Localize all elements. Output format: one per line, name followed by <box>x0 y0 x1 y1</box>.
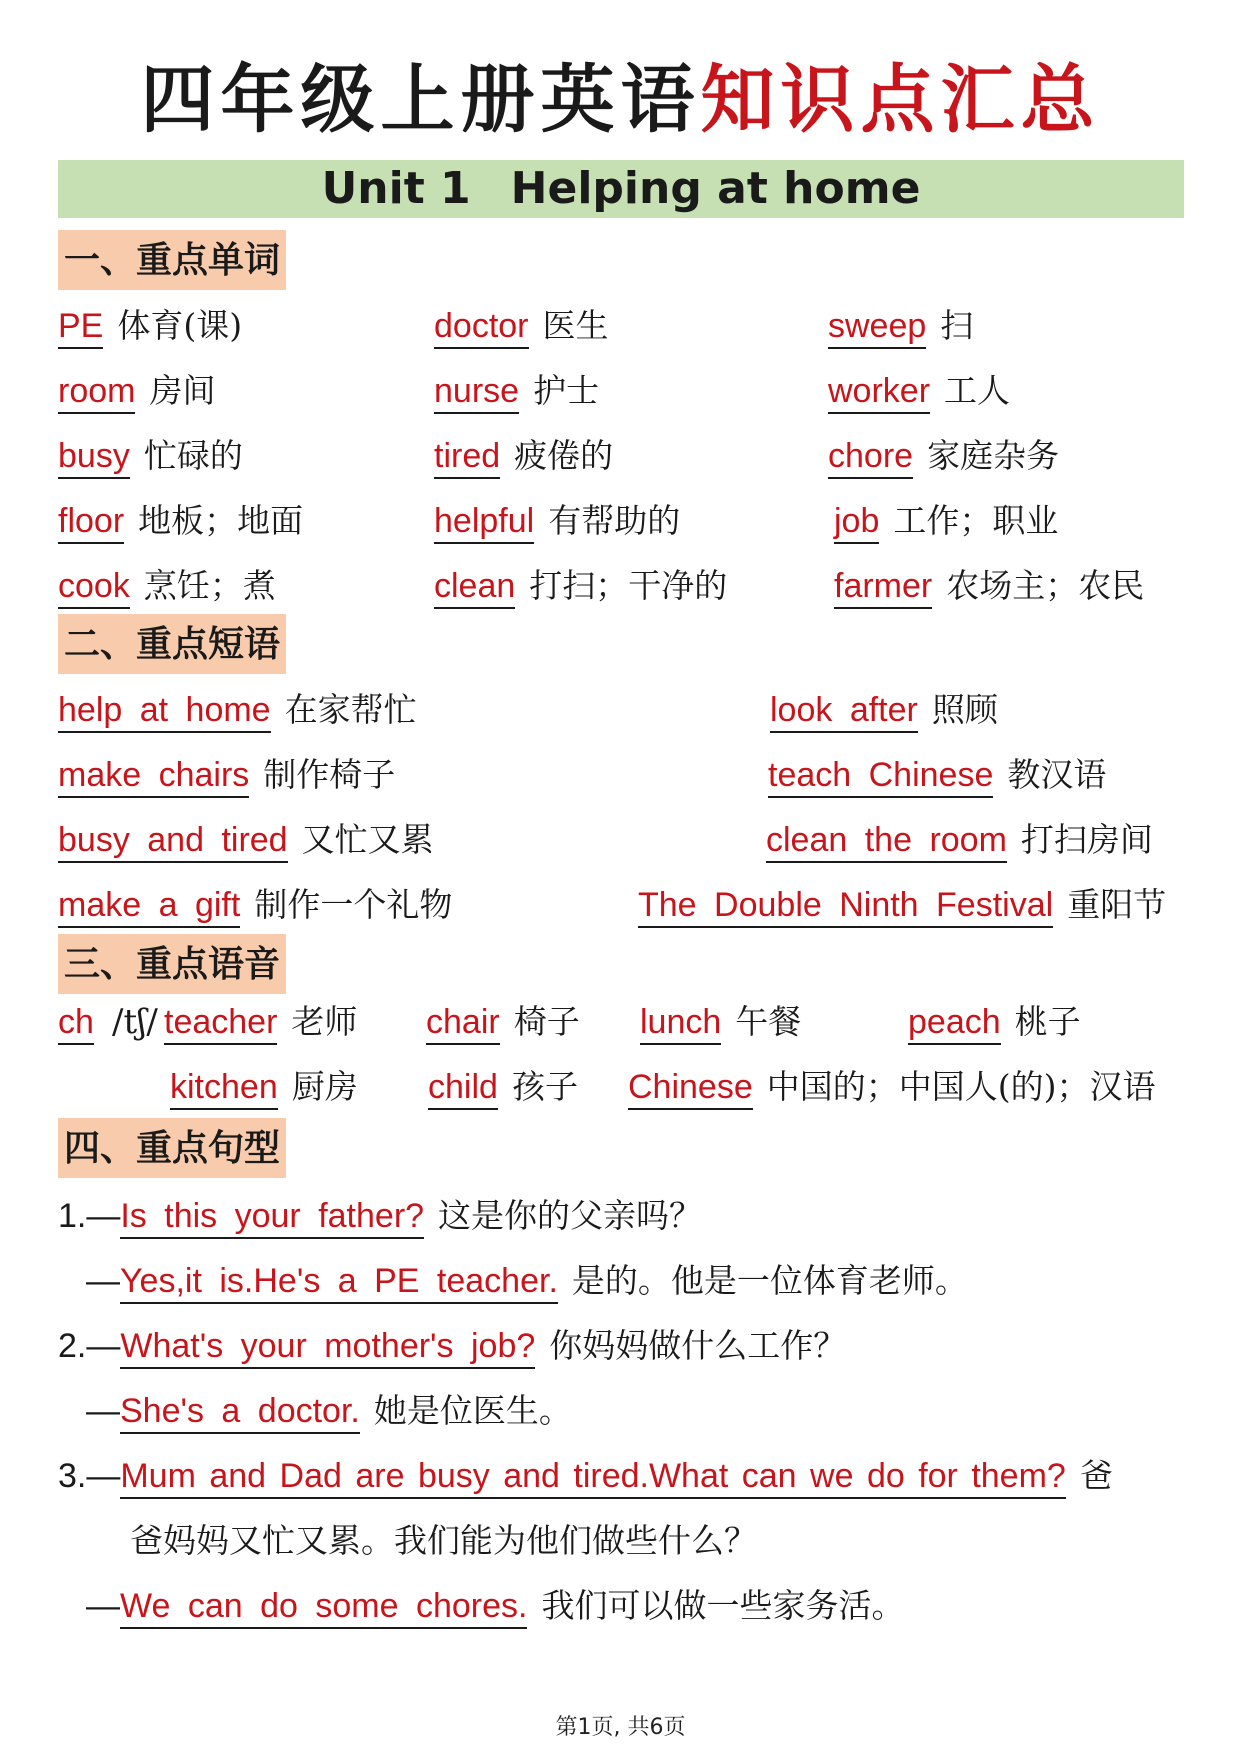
section-heading-words: 一、重点单词 <box>58 230 286 290</box>
sentence-lead: 2.— <box>58 1327 121 1365</box>
word-en: room <box>58 372 135 414</box>
word-en: farmer <box>834 567 932 609</box>
word-item <box>58 304 242 348</box>
sentence-line <box>86 1389 572 1433</box>
phonics-word <box>426 1000 580 1044</box>
word-item <box>58 369 215 413</box>
phonics-word-cn: 中国的；中国人(的)；汉语 <box>766 1067 1156 1106</box>
sentence-en: Yes,it is.He's a PE teacher. <box>120 1262 558 1304</box>
word-en: PE <box>58 307 103 349</box>
phonics-word <box>170 1065 358 1109</box>
phonics-word <box>908 1000 1081 1044</box>
sentence-en: Is this your father? <box>120 1197 424 1239</box>
phrase-cn: 打扫房间 <box>1020 820 1153 859</box>
title-red: 知识点汇总 <box>700 57 1101 143</box>
phrase-item <box>58 688 417 732</box>
sentence-cn: 你妈妈做什么工作？ <box>549 1326 847 1365</box>
phonics-sound: /tʃ/ <box>112 1002 158 1042</box>
phrase-en: make chairs <box>58 756 249 798</box>
sentence-en: Mum and Dad are busy and tired.What can we do for them? <box>120 1457 1065 1499</box>
sentence-cn: 爸 <box>1079 1456 1113 1495</box>
sentence-cn: 我们可以做一些家务活。 <box>541 1586 905 1625</box>
unit-code: Unit 1 <box>321 163 471 214</box>
page-title <box>0 55 1241 145</box>
phonics-word-en: Chinese <box>628 1068 753 1110</box>
phrase-item <box>58 883 452 927</box>
phrase-item <box>58 753 395 797</box>
unit-heading <box>58 160 1184 218</box>
phonics-word-en: child <box>428 1068 498 1110</box>
word-cn: 体育(课) <box>117 306 243 345</box>
phrase-en: clean the room <box>766 821 1007 863</box>
word-cn: 忙碌的 <box>143 436 243 475</box>
word-en: nurse <box>434 372 519 414</box>
phonics-word <box>628 1065 1156 1109</box>
phrase-item <box>770 688 998 732</box>
phonics-letters-item <box>58 1000 94 1044</box>
phrase-cn: 重阳节 <box>1067 885 1167 924</box>
sentence-en: We can do some chores. <box>120 1587 527 1629</box>
phrase-item <box>766 818 1153 862</box>
phonics-word-cn: 午餐 <box>735 1002 802 1041</box>
word-item <box>828 369 1010 413</box>
phonics-word-en: peach <box>908 1003 1001 1045</box>
sentence-en: She's a doctor. <box>120 1392 360 1434</box>
phrase-cn: 制作一个礼物 <box>254 885 453 924</box>
phrase-cn: 又忙又累 <box>301 820 434 859</box>
sentence-lead: — <box>86 1262 120 1300</box>
word-cn: 扫 <box>940 306 974 345</box>
word-cn: 护士 <box>533 371 600 410</box>
phonics-word-en: teacher <box>164 1003 277 1045</box>
word-item <box>434 369 599 413</box>
word-cn: 医生 <box>542 306 609 345</box>
word-cn: 疲倦的 <box>514 436 614 475</box>
word-en: floor <box>58 502 124 544</box>
sentence-line <box>58 1324 846 1368</box>
word-en: sweep <box>828 307 926 349</box>
word-en: chore <box>828 437 913 479</box>
word-item <box>434 304 609 348</box>
phonics-word <box>428 1065 578 1109</box>
word-cn: 有帮助的 <box>548 501 681 540</box>
phrase-en: look after <box>770 691 918 733</box>
phonics-word-cn: 孩子 <box>511 1067 578 1106</box>
phrase-en: make a gift <box>58 886 240 928</box>
phonics-word-en: lunch <box>640 1003 721 1045</box>
phonics-word-cn: 桃子 <box>1014 1002 1081 1041</box>
phonics-word-cn: 老师 <box>291 1002 358 1041</box>
word-cn: 农场主；农民 <box>946 566 1145 605</box>
word-item <box>58 499 303 543</box>
phonics-word <box>164 1000 357 1044</box>
sentence-lead: 1.— <box>58 1197 121 1235</box>
phrase-en: help at home <box>58 691 271 733</box>
word-en: clean <box>434 567 515 609</box>
sentence-lead: — <box>86 1392 120 1430</box>
phonics-word <box>640 1000 801 1044</box>
unit-name: Helping at home <box>510 163 921 214</box>
word-item <box>58 564 276 608</box>
page-number: 第1页, 共6页 <box>555 1715 686 1740</box>
word-cn: 工人 <box>944 371 1011 410</box>
word-cn: 房间 <box>149 371 216 410</box>
word-item <box>834 564 1144 608</box>
word-en: cook <box>58 567 130 609</box>
phrase-cn: 在家帮忙 <box>284 690 417 729</box>
word-item <box>834 499 1058 543</box>
title-black: 四年级上册英语 <box>140 57 701 143</box>
sentence-continuation: 爸妈妈又忙又累。我们能为他们做些什么？ <box>130 1521 757 1560</box>
word-item <box>434 499 680 543</box>
word-item <box>434 564 727 608</box>
phonics-word-cn: 厨房 <box>291 1067 358 1106</box>
word-en: job <box>834 502 879 544</box>
sentence-en: What's your mother's job? <box>120 1327 535 1369</box>
sentence-line <box>86 1259 968 1303</box>
word-en: worker <box>828 372 930 414</box>
phrase-cn: 照顾 <box>931 690 998 729</box>
sentence-lead: — <box>86 1587 120 1625</box>
phrase-item <box>58 818 434 862</box>
phrase-en: busy and tired <box>58 821 288 863</box>
word-cn: 烹饪；煮 <box>143 566 276 605</box>
sentence-cn: 这是你的父亲吗？ <box>438 1196 703 1235</box>
section-heading-sentences: 四、重点句型 <box>58 1118 286 1178</box>
word-cn: 打扫；干净的 <box>529 566 728 605</box>
section-heading-phrases: 二、重点短语 <box>58 614 286 674</box>
phonics-word-en: chair <box>426 1003 500 1045</box>
word-cn: 家庭杂务 <box>927 436 1060 475</box>
word-item <box>434 434 613 478</box>
word-item <box>828 304 973 348</box>
sentence-line <box>58 1454 1113 1498</box>
phrase-cn: 制作椅子 <box>263 755 396 794</box>
sentence-lead: 3.— <box>58 1457 121 1495</box>
section-heading-phonics: 三、重点语音 <box>58 934 286 994</box>
phrase-item <box>768 753 1106 797</box>
sentence-cn: 她是位医生。 <box>373 1391 572 1430</box>
phrase-item <box>638 883 1166 927</box>
word-cn: 地板；地面 <box>138 501 304 540</box>
phrase-cn: 教汉语 <box>1007 755 1107 794</box>
phrase-en: The Double Ninth Festival <box>638 886 1053 928</box>
word-en: busy <box>58 437 130 479</box>
word-item <box>828 434 1059 478</box>
sentence-line <box>86 1584 904 1628</box>
phrase-en: teach Chinese <box>768 756 993 798</box>
word-item <box>58 434 243 478</box>
phonics-word-cn: 椅子 <box>513 1002 580 1041</box>
word-en: tired <box>434 437 500 479</box>
word-en: helpful <box>434 502 534 544</box>
word-cn: 工作；职业 <box>893 501 1059 540</box>
sentence-cn: 是的。他是一位体育老师。 <box>571 1261 968 1300</box>
sentence-line <box>58 1194 702 1238</box>
phonics-letters: ch <box>58 1003 94 1045</box>
word-en: doctor <box>434 307 529 349</box>
phonics-word-en: kitchen <box>170 1068 278 1110</box>
